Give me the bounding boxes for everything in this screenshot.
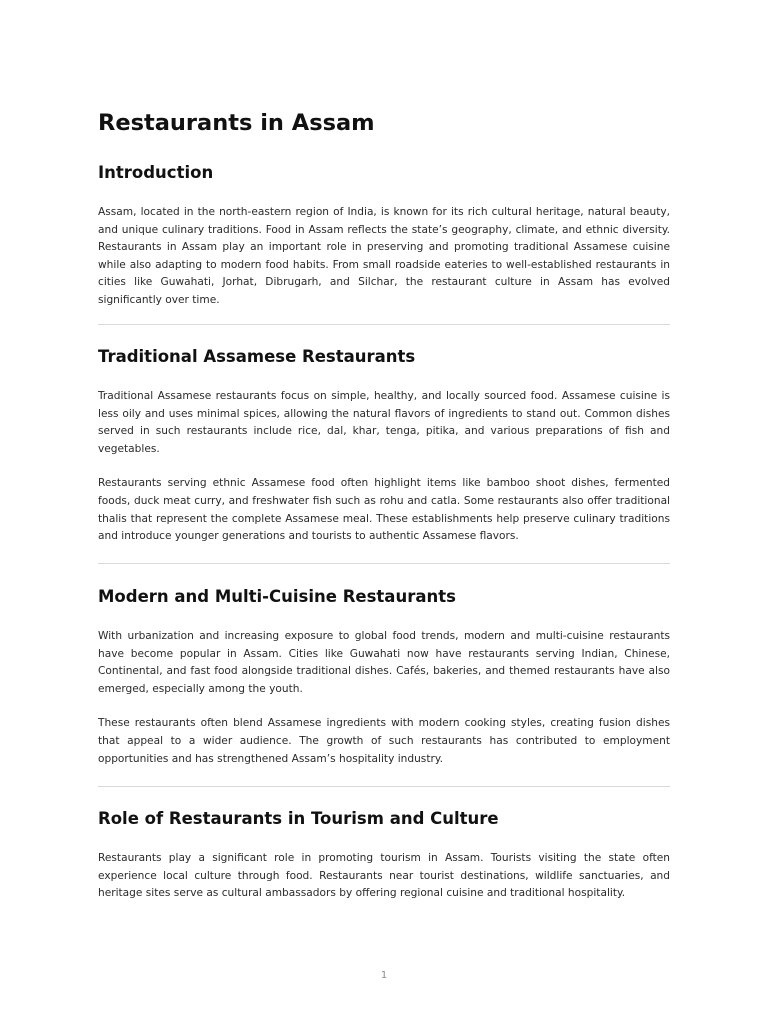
section-divider: [98, 563, 670, 564]
section-paragraph: Restaurants play a significant role in promoting tourism in Assam. Tourists visiting the state often experience local culture through food. Restaurants near tourist destinations, wildlife sanctuaries, and heritage sites serve as cultural ambassadors by offering regional cuisine and traditional hospitality.: [98, 852, 670, 900]
section-paragraph: Restaurants serving ethnic Assamese food often highlight items like bamboo shoot dishes, fermented foods, duck meat curry, and freshwater fish such as rohu and catla. Some restaurants also offer traditional thalis that represent the complete Assamese meal. These establishments help preserve culinary traditions and introduce younger generations and tourists to authentic Assamese flavors.: [98, 477, 670, 543]
section-divider: [98, 324, 670, 325]
section-paragraph: With urbanization and increasing exposure to global food trends, modern and multi-cuisine restaurants have become popular in Assam. Cities like Guwahati now have restaurants serving Indian, Chinese, Continental, and fast food alongside traditional dishes. Cafés, bakeries, and themed restaurants have also emerged, especially among the youth.: [98, 630, 670, 695]
section-traditional-restaurants: [98, 346, 670, 546]
section-introduction: [98, 162, 670, 310]
section-modern-restaurants: [98, 586, 670, 768]
section-paragraph: Traditional Assamese restaurants focus on simple, healthy, and locally sourced food. Assamese cuisine is less oily and uses minimal spices, allowing the natural flavors of ingredients to stand out. Common dishes served in such restaurants include rice, dal, khar, tenga, pitika, and various preparations of fish and vegetables.: [98, 390, 670, 455]
section-heading: Introduction: [98, 163, 214, 182]
section-heading: Role of Restaurants in Tourism and Culture: [98, 809, 499, 828]
section-tourism-culture: [98, 808, 670, 903]
section-heading: Modern and Multi-Cuisine Restaurants: [98, 587, 456, 606]
section-divider: [98, 786, 670, 787]
page-title: Restaurants in Assam: [98, 110, 375, 136]
section-heading: Traditional Assamese Restaurants: [98, 347, 416, 366]
section-paragraph: These restaurants often blend Assamese ingredients with modern cooking styles, creating fusion dishes that appeal to a wider audience. The growth of such restaurants has contributed to employment opportunities and has strengthened Assam’s hospitality industry.: [98, 717, 670, 765]
page-number: 1: [380, 970, 388, 981]
section-paragraph: Assam, located in the north-eastern region of India, is known for its rich cultural heritage, natural beauty, and unique culinary traditions. Food in Assam reflects the state’s geography, climate, and ethnic diversity. Restaurants in Assam play an important role in preserving and promoting traditional Assamese cuisine while also adapting to modern food habits. From small roadside eateries to well-established restaurants in cities like Guwahati, Jorhat, Dibrugarh, and Silchar, the restaurant culture in Assam has evolved significantly over time.: [98, 206, 670, 306]
